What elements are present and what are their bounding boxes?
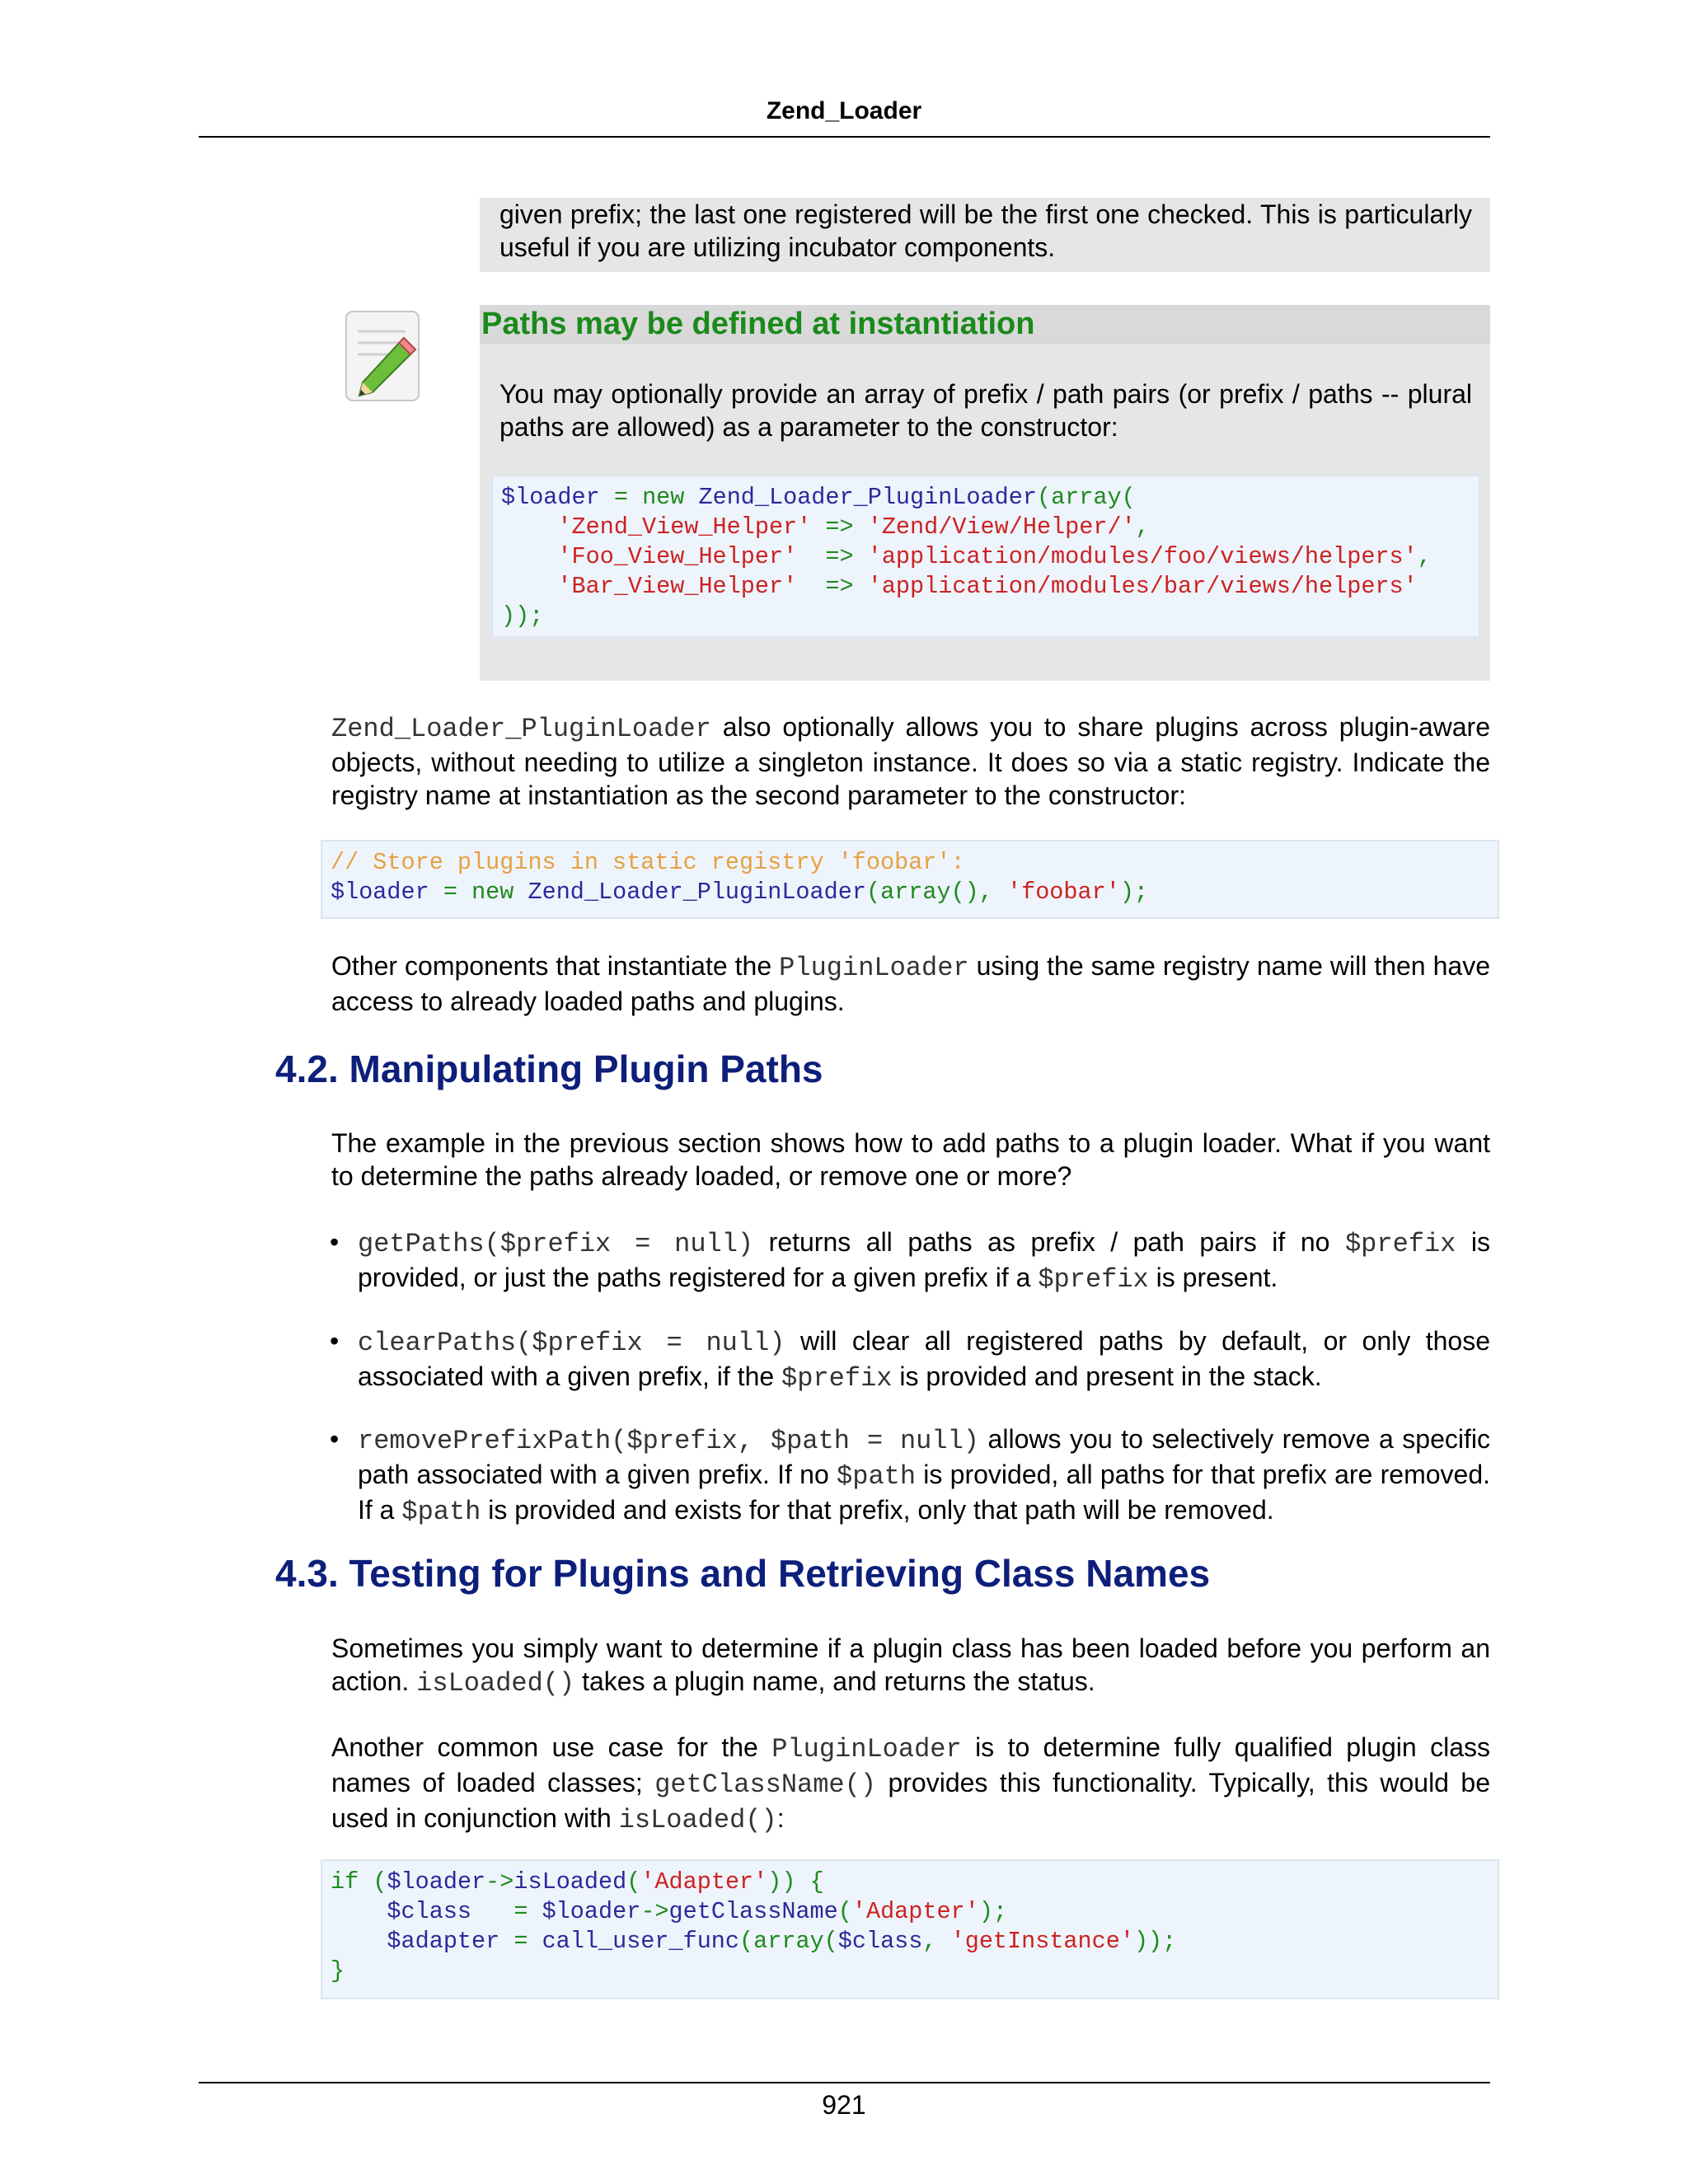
bullet-text: is provided, or just the paths registered for a given prefix if a	[358, 1227, 1491, 1292]
paragraph-plugin-paths	[331, 1127, 1490, 1193]
bullet-text: is present.	[1148, 1263, 1278, 1292]
bullet-body	[358, 1226, 1490, 1296]
bullet-text: is provided and exists for that prefix, only that path will be removed.	[481, 1495, 1274, 1525]
code-line: 'Bar_View_Helper' => 'application/modules/bar/views/helpers'	[557, 573, 1418, 600]
tip-text: given prefix; the last one registered will be the first one checked. This is particularly useful if you are utilizing incubator components.	[499, 199, 1472, 262]
inline-code: $path	[401, 1497, 481, 1527]
inline-code: $prefix	[1344, 1229, 1456, 1259]
code-block-is-loaded	[321, 1859, 1499, 1999]
bullet-body	[358, 1422, 1490, 1529]
bullet-dot: •	[330, 1424, 340, 1454]
note-code	[501, 483, 1432, 631]
paragraph-other-components	[331, 949, 1490, 1018]
paragraph-text: Sometimes you simply want to determine if a plugin class has been loaded before you perform an action.	[331, 1633, 1490, 1696]
note-text: You may optionally provide an array of prefix / path pairs (or prefix / paths -- plural paths are allowed) as a parameter to the constructor:	[499, 379, 1472, 442]
code-line: }	[331, 1957, 345, 1985]
paragraph-text: :	[776, 1803, 785, 1833]
code-line: ));	[501, 602, 544, 630]
inline-code: isLoaded()	[618, 1805, 777, 1835]
header-rule	[199, 136, 1490, 138]
inline-code: getPaths($prefix = null)	[358, 1229, 754, 1259]
inline-code: Zend_Loader_PluginLoader	[331, 714, 711, 744]
paragraph-text: provides this functionality. Typically, this would be used in conjunction with	[331, 1768, 1491, 1833]
paragraph-shared-registry	[331, 710, 1490, 812]
inline-code: getClassName()	[654, 1769, 877, 1800]
paragraph-text: The example in the previous section shows how to add paths to a plugin loader. What if you want to determine the paths already loaded, or remove one or more?	[331, 1128, 1490, 1191]
paragraph-text: also optionally allows you to share plugins across plugin-aware objects, without needing to utilize a singleton instance. It does so via a static registry. Indicate the registry name at instantiation as the second parameter to the constructor:	[331, 712, 1490, 810]
bullet-text: will clear all registered paths by default, or only those associated with a given prefix, if the	[358, 1326, 1490, 1391]
inline-code: $path	[837, 1461, 917, 1492]
note-title-bar	[480, 305, 1490, 344]
note-code-block	[491, 475, 1480, 638]
inline-code: $prefix	[781, 1363, 893, 1394]
footer-rule	[199, 2082, 1490, 2083]
section-title-4-2: 4.2. Manipulating Plugin Paths	[275, 1047, 823, 1090]
note-box	[480, 305, 1490, 681]
paragraph-is-loaded	[331, 1632, 1490, 1700]
code-line: // Store plugins in static registry 'foobar':	[331, 849, 965, 876]
page-header-title: Zend_Loader	[766, 97, 922, 124]
inline-code: clearPaths($prefix = null)	[358, 1328, 785, 1358]
bullet-dot: •	[330, 1227, 340, 1257]
paragraph-get-class-name	[331, 1731, 1490, 1837]
paragraph-text: using the same registry name will then have access to already loaded paths and plugins.	[331, 951, 1491, 1016]
page-number: 921	[822, 2090, 866, 2120]
note-title: Paths may be defined at instantiation	[481, 307, 1035, 341]
code-line: $loader = new Zend_Loader_PluginLoader(array(	[501, 484, 1136, 511]
code-line: $adapter = call_user_func(array($class, 'getInstance'));	[387, 1928, 1177, 1955]
bullet-text: returns all paths as prefix / path pairs if no	[753, 1227, 1345, 1257]
code-line: 'Zend_View_Helper' => 'Zend/View/Helper/',	[557, 513, 1150, 541]
inline-code: PluginLoader	[779, 953, 969, 983]
paragraph-text: Other components that instantiate the	[331, 951, 780, 981]
pencil-note-icon	[340, 308, 425, 405]
paragraph-text: Another common use case for the	[331, 1732, 772, 1762]
bullet-body	[358, 1324, 1490, 1395]
bullet-dot: •	[330, 1326, 340, 1356]
code-line: if ($loader->isLoaded('Adapter')) {	[331, 1868, 824, 1896]
inline-code: isLoaded()	[416, 1668, 575, 1699]
code-line: 'Foo_View_Helper' => 'application/modules/foo/views/helpers',	[557, 543, 1432, 570]
code-line: $loader = new Zend_Loader_PluginLoader(array(), 'foobar');	[331, 879, 1149, 906]
tip-box-continuation	[480, 198, 1490, 272]
code-block-registry	[321, 840, 1499, 919]
inline-code: removePrefixPath($prefix, $path = null)	[358, 1426, 979, 1456]
code	[331, 848, 1148, 907]
bullet-text: is provided and present in the stack.	[892, 1361, 1322, 1391]
paragraph-text: takes a plugin name, and returns the status.	[574, 1666, 1095, 1696]
code-line: $class = $loader->getClassName('Adapter');	[387, 1898, 1008, 1925]
section-title-4-3: 4.3. Testing for Plugins and Retrieving Class Names	[275, 1552, 1211, 1595]
inline-code: $prefix	[1038, 1264, 1149, 1295]
bullet-text: allows you to selectively remove a specific path associated with a given prefix. If no	[358, 1424, 1491, 1489]
inline-code: PluginLoader	[771, 1734, 962, 1765]
paragraph-text: is to determine fully qualified plugin class names of loaded classes;	[331, 1732, 1491, 1797]
bullet-text: is provided, all paths for that prefix are removed. If a	[358, 1460, 1491, 1525]
code	[331, 1868, 1176, 1986]
